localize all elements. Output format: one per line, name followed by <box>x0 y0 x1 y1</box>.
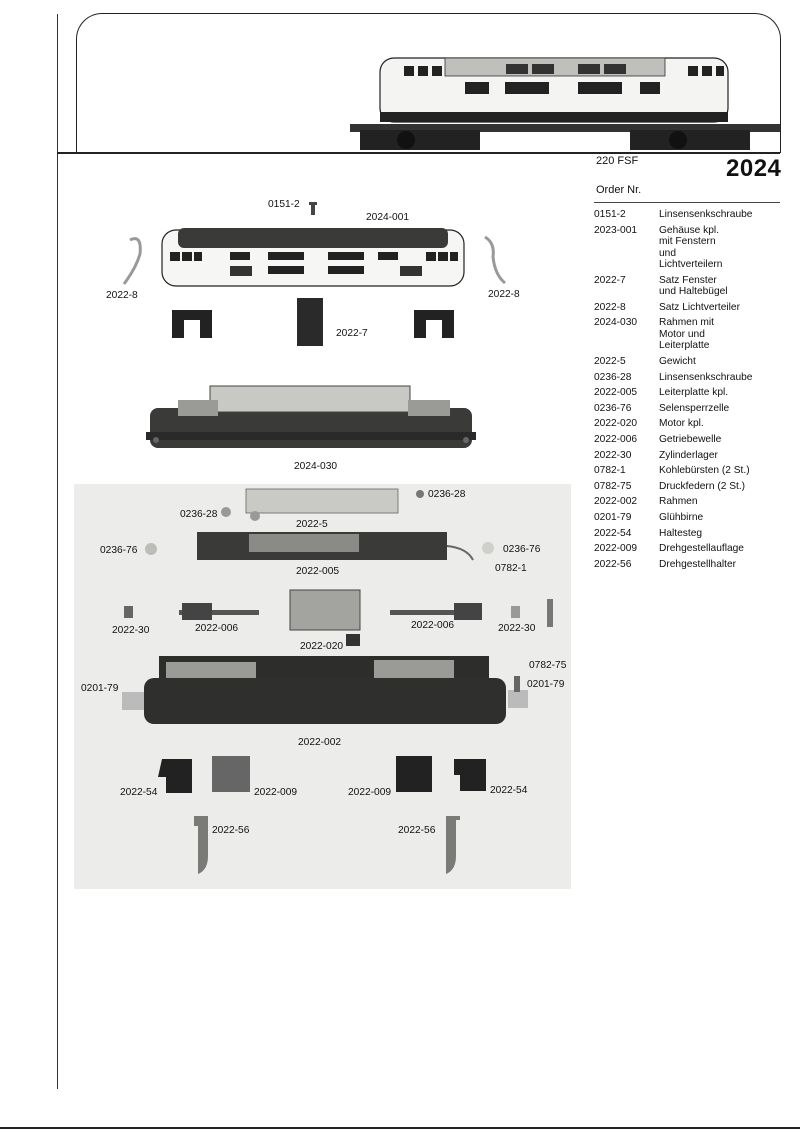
label-shaft-left: 2022-006 <box>195 623 239 634</box>
label-springs: 0782-75 <box>529 660 567 671</box>
part-description: Motor kpl. <box>659 418 704 430</box>
label-light-guide-right: 2022-8 <box>488 289 520 300</box>
part-number: 2023-001 <box>594 224 638 236</box>
label-body-shell: 2024-001 <box>366 212 410 223</box>
part-description: Druckfedern (2 St.) <box>659 480 746 492</box>
label-selen-cell-right: 0236-76 <box>503 544 541 555</box>
part-row <box>594 496 784 508</box>
label-main-frame: 2022-002 <box>298 737 342 748</box>
part-row <box>594 418 784 430</box>
part-number: 0151-2 <box>594 209 626 220</box>
part-row <box>594 317 784 352</box>
label-bogie-support-right: 2022-009 <box>348 787 392 798</box>
locomotive-photo <box>350 50 780 152</box>
part-row <box>594 528 784 540</box>
left-margin-rule <box>57 14 58 1089</box>
part-number: 0782-1 <box>594 465 626 477</box>
part-number: 2024-030 <box>594 317 638 329</box>
label-bulb-left: 0201-79 <box>81 683 119 694</box>
part-number: 2022-56 <box>594 558 632 570</box>
part-description: Getriebewelle <box>659 433 722 445</box>
part-description: Gehäuse kpl. mit Fenstern und Lichtverteilern <box>659 224 723 271</box>
part-description: Gewicht <box>659 355 696 367</box>
part-row <box>594 481 784 493</box>
label-bogie-holder-right: 2022-56 <box>398 825 436 836</box>
label-selen-cell-left: 0236-76 <box>100 545 138 556</box>
part-number: 2022-009 <box>594 543 638 555</box>
model-code: 220 FSF <box>596 155 639 167</box>
part-number: 2022-30 <box>594 449 632 461</box>
part-description: Satz Lichtverteiler <box>659 301 740 313</box>
part-number: 0236-76 <box>594 402 632 414</box>
part-description: Rahmen <box>659 496 698 508</box>
label-pcb: 2022-005 <box>296 566 340 577</box>
part-number: 2022-7 <box>594 274 626 286</box>
part-description: Linsensenkschraube <box>659 209 753 220</box>
label-frame-assembly: 2024-030 <box>294 461 338 472</box>
part-row <box>594 302 784 314</box>
part-description: Drehgestellhalter <box>659 558 737 570</box>
part-number: 2022-8 <box>594 301 626 313</box>
part-row <box>594 387 784 399</box>
label-screw-left: 0236-28 <box>180 509 218 520</box>
part-number: 0201-79 <box>594 511 632 523</box>
parts-list <box>594 209 784 574</box>
article-number: 2024 <box>726 155 782 182</box>
part-row <box>594 403 784 415</box>
label-window-set: 2022-7 <box>336 328 368 339</box>
part-description: Zylinderlager <box>659 449 718 461</box>
exploded-frame-photo <box>74 484 571 889</box>
order-number-heading: Order Nr. <box>596 184 642 196</box>
part-description: Haltesteg <box>659 527 703 539</box>
part-number: 2022-002 <box>594 496 638 508</box>
label-bar-left: 2022-54 <box>120 787 158 798</box>
part-description: Leiterplatte kpl. <box>659 387 729 399</box>
label-brushes: 0782-1 <box>495 563 527 574</box>
part-number: 2022-5 <box>594 355 626 367</box>
part-description: Satz Fenster und Haltebügel <box>659 274 728 298</box>
order-rule <box>594 202 780 203</box>
part-row <box>594 356 784 368</box>
exploded-parts-illustration <box>74 484 571 889</box>
part-row <box>594 543 784 555</box>
part-description: Drehgestellauflage <box>659 543 744 555</box>
part-row <box>594 275 784 298</box>
label-bogie-holder-left: 2022-56 <box>212 825 250 836</box>
part-number: 0236-28 <box>594 371 632 383</box>
part-row <box>594 450 784 462</box>
label-bulb-right: 0201-79 <box>527 679 565 690</box>
part-row <box>594 559 784 571</box>
label-bogie-support-left: 2022-009 <box>254 787 298 798</box>
part-number: 2022-020 <box>594 418 638 430</box>
page-bottom-rule <box>0 1127 800 1129</box>
part-row <box>594 465 784 477</box>
label-motor: 2022-020 <box>300 641 344 652</box>
part-row <box>594 372 784 384</box>
part-number: 2022-54 <box>594 527 632 539</box>
label-weight: 2022-5 <box>296 519 328 530</box>
part-row <box>594 512 784 524</box>
label-bearing-right: 2022-30 <box>498 623 536 634</box>
part-description: Glühbirne <box>659 511 704 523</box>
part-number: 2022-006 <box>594 433 638 445</box>
part-description: Linsensenkschraube <box>659 371 753 383</box>
part-row <box>594 434 784 446</box>
label-shaft-right: 2022-006 <box>411 620 455 631</box>
part-description: Selensperrzelle <box>659 402 730 414</box>
part-description: Kohlebürsten (2 St.) <box>659 465 750 477</box>
header-rule <box>57 152 780 154</box>
label-screw: 0151-2 <box>268 199 300 210</box>
part-number: 0782-75 <box>594 480 632 492</box>
part-number: 2022-005 <box>594 387 638 399</box>
part-description: Rahmen mit Motor und Leiterplatte <box>659 317 714 352</box>
part-row <box>594 225 784 271</box>
label-bar-right: 2022-54 <box>490 785 528 796</box>
part-row <box>594 209 784 221</box>
label-light-guide-left: 2022-8 <box>106 290 138 301</box>
label-screw-right: 0236-28 <box>428 489 466 500</box>
label-bearing-left: 2022-30 <box>112 625 150 636</box>
